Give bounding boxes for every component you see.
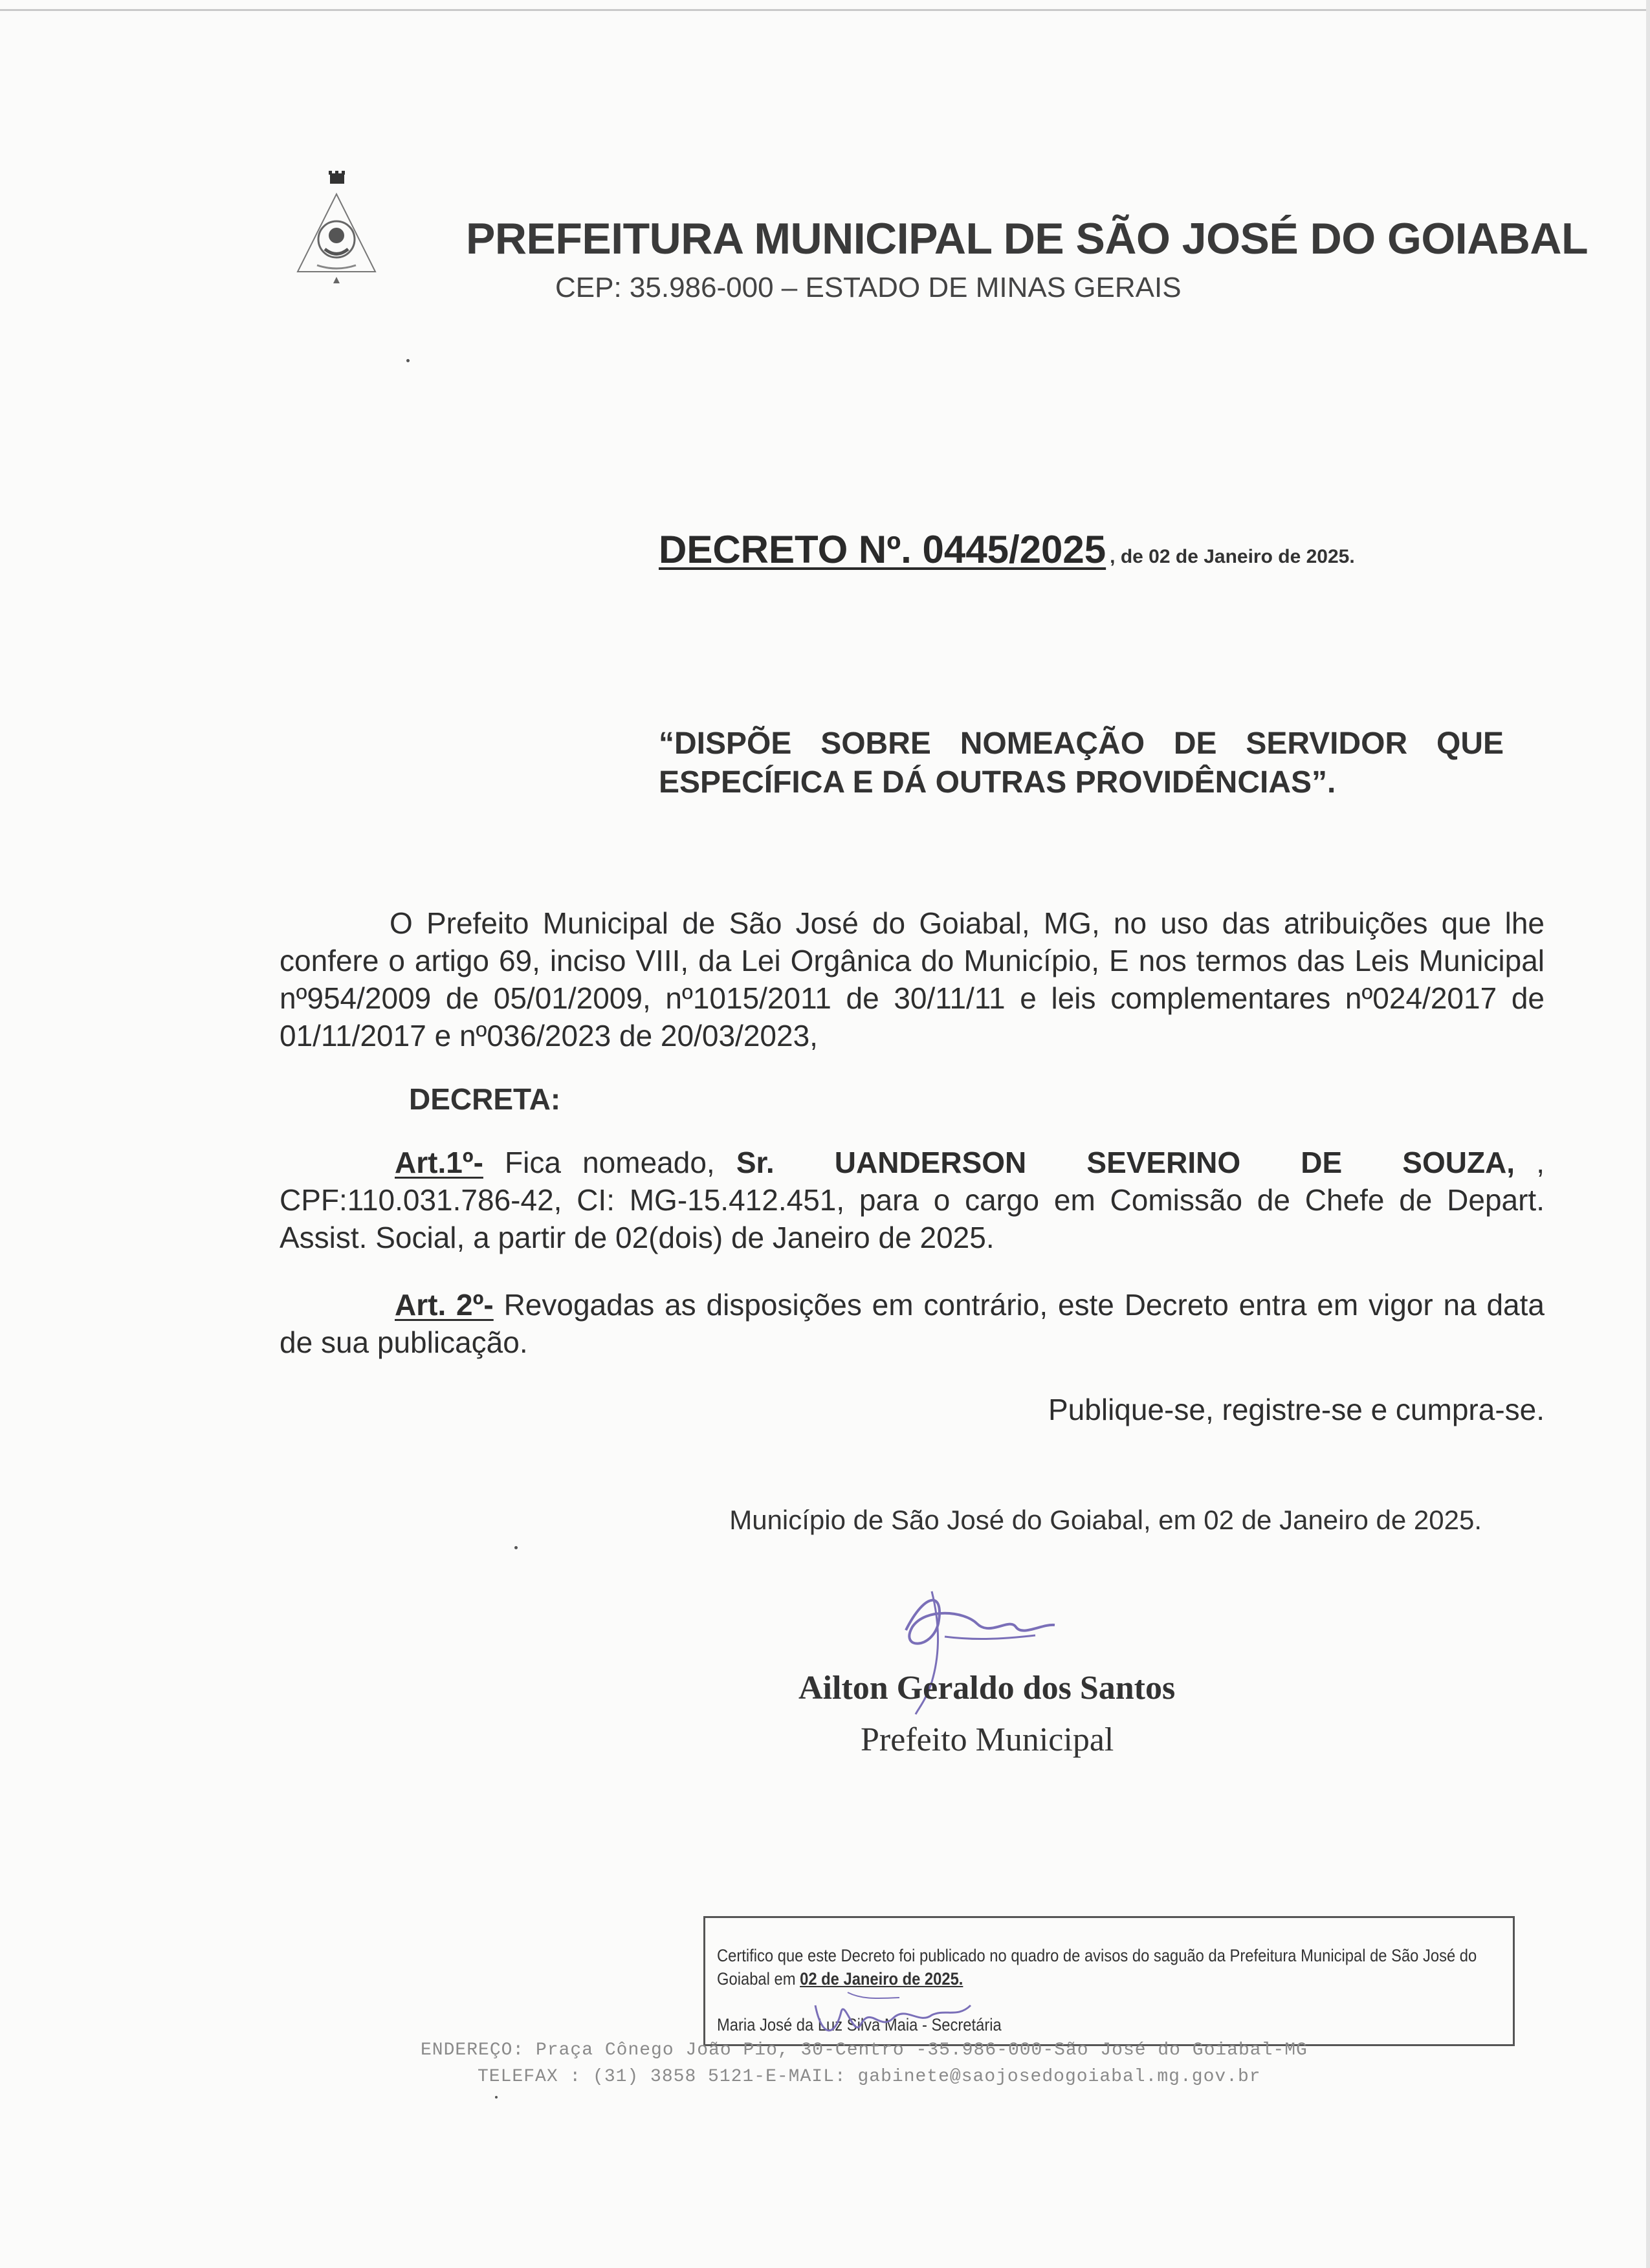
- article-2-body: Revogadas as disposições em contrário, este Decreto entra em vigor na data de sua publicação.: [280, 1288, 1545, 1359]
- place-and-date: Município de São José do Goiabal, em 02 de Janeiro de 2025.: [729, 1505, 1482, 1535]
- article-1-intro: Fica nomeado,: [483, 1146, 736, 1179]
- header-subtitle: CEP: 35.986-000 – ESTADO DE MINAS GERAIS: [555, 272, 1182, 303]
- scan-speck: [406, 359, 410, 362]
- certificate-day: 02: [800, 1969, 817, 1989]
- municipal-crest-icon: [285, 168, 388, 317]
- signatory-name: Ailton Geraldo dos Santos: [798, 1670, 1176, 1706]
- header-title: PREFEITURA MUNICIPAL DE SÃO JOSÉ DO GOIABAL: [466, 214, 1589, 263]
- decree-summary: “DISPÕE SOBRE NOMEAÇÃO DE SERVIDOR QUE ESPECÍFICA E DÁ OUTRAS PROVIDÊNCIAS”.: [659, 726, 1504, 800]
- article-1-body: , CPF:110.031.786-42, CI: MG-15.412.451, para o cargo em Comissão de Chefe de Depart. Assist. Social, a partir de 02(dois) de Janeiro de 2025.: [280, 1146, 1545, 1254]
- decree-number: DECRETO Nº. 0445/2025: [659, 528, 1106, 571]
- certificate-date: de Janeiro de 2025.: [817, 1969, 963, 1989]
- scan-right-edge: [1646, 0, 1650, 2268]
- footer-contact: TELEFAX : (31) 3858 5121-E-MAIL: gabinete@saojosedogoiabal.mg.gov.br: [478, 2067, 1261, 2087]
- certificate-signer: Maria José da Luz Silva Maia - Secretária: [717, 2015, 1002, 2034]
- article-2: [280, 1286, 1545, 1361]
- scan-speck: [495, 2096, 498, 2099]
- certificate-statement: Certifico que este Decreto foi publicado no quadro de avisos do saguão da Prefeitura Municipal de São José do Goiabal em: [717, 1946, 1477, 1989]
- closing-formula: Publique-se, registre-se e cumpra-se.: [1048, 1393, 1545, 1426]
- article-2-label: Art. 2º-: [395, 1288, 494, 1322]
- scan-speck: [514, 1546, 518, 1549]
- article-1: [280, 1144, 1545, 1256]
- preamble-paragraph: O Prefeito Municipal de São José do Goiabal, MG, no uso das atribuições que lhe confere o artigo 69, inciso VIII, da Lei Orgânica do Município, E nos termos das Leis Municipal nº954/2009 de 05/01/2009, nº1015/2011 de 30/11/11 e leis complementares nº024/2017 de 01/11/2017 e nº036/2023 de 20/03/2023,: [280, 906, 1545, 1052]
- scan-top-border: [0, 9, 1650, 11]
- article-1-label: Art.1º-: [395, 1146, 483, 1179]
- decree-date: , de 02 de Janeiro de 2025.: [1110, 546, 1355, 567]
- decreta-heading: DECRETA:: [409, 1082, 561, 1116]
- decree-heading: [659, 527, 1355, 572]
- appointee-name: Sr. UANDERSON SEVERINO DE SOUZA,: [736, 1146, 1515, 1179]
- footer-address: ENDEREÇO: Praça Cônego João Pio, 30-Centro -35.986-000-São José do Goiabal-MG: [421, 2040, 1308, 2060]
- signatory-role: Prefeito Municipal: [861, 1721, 1114, 1758]
